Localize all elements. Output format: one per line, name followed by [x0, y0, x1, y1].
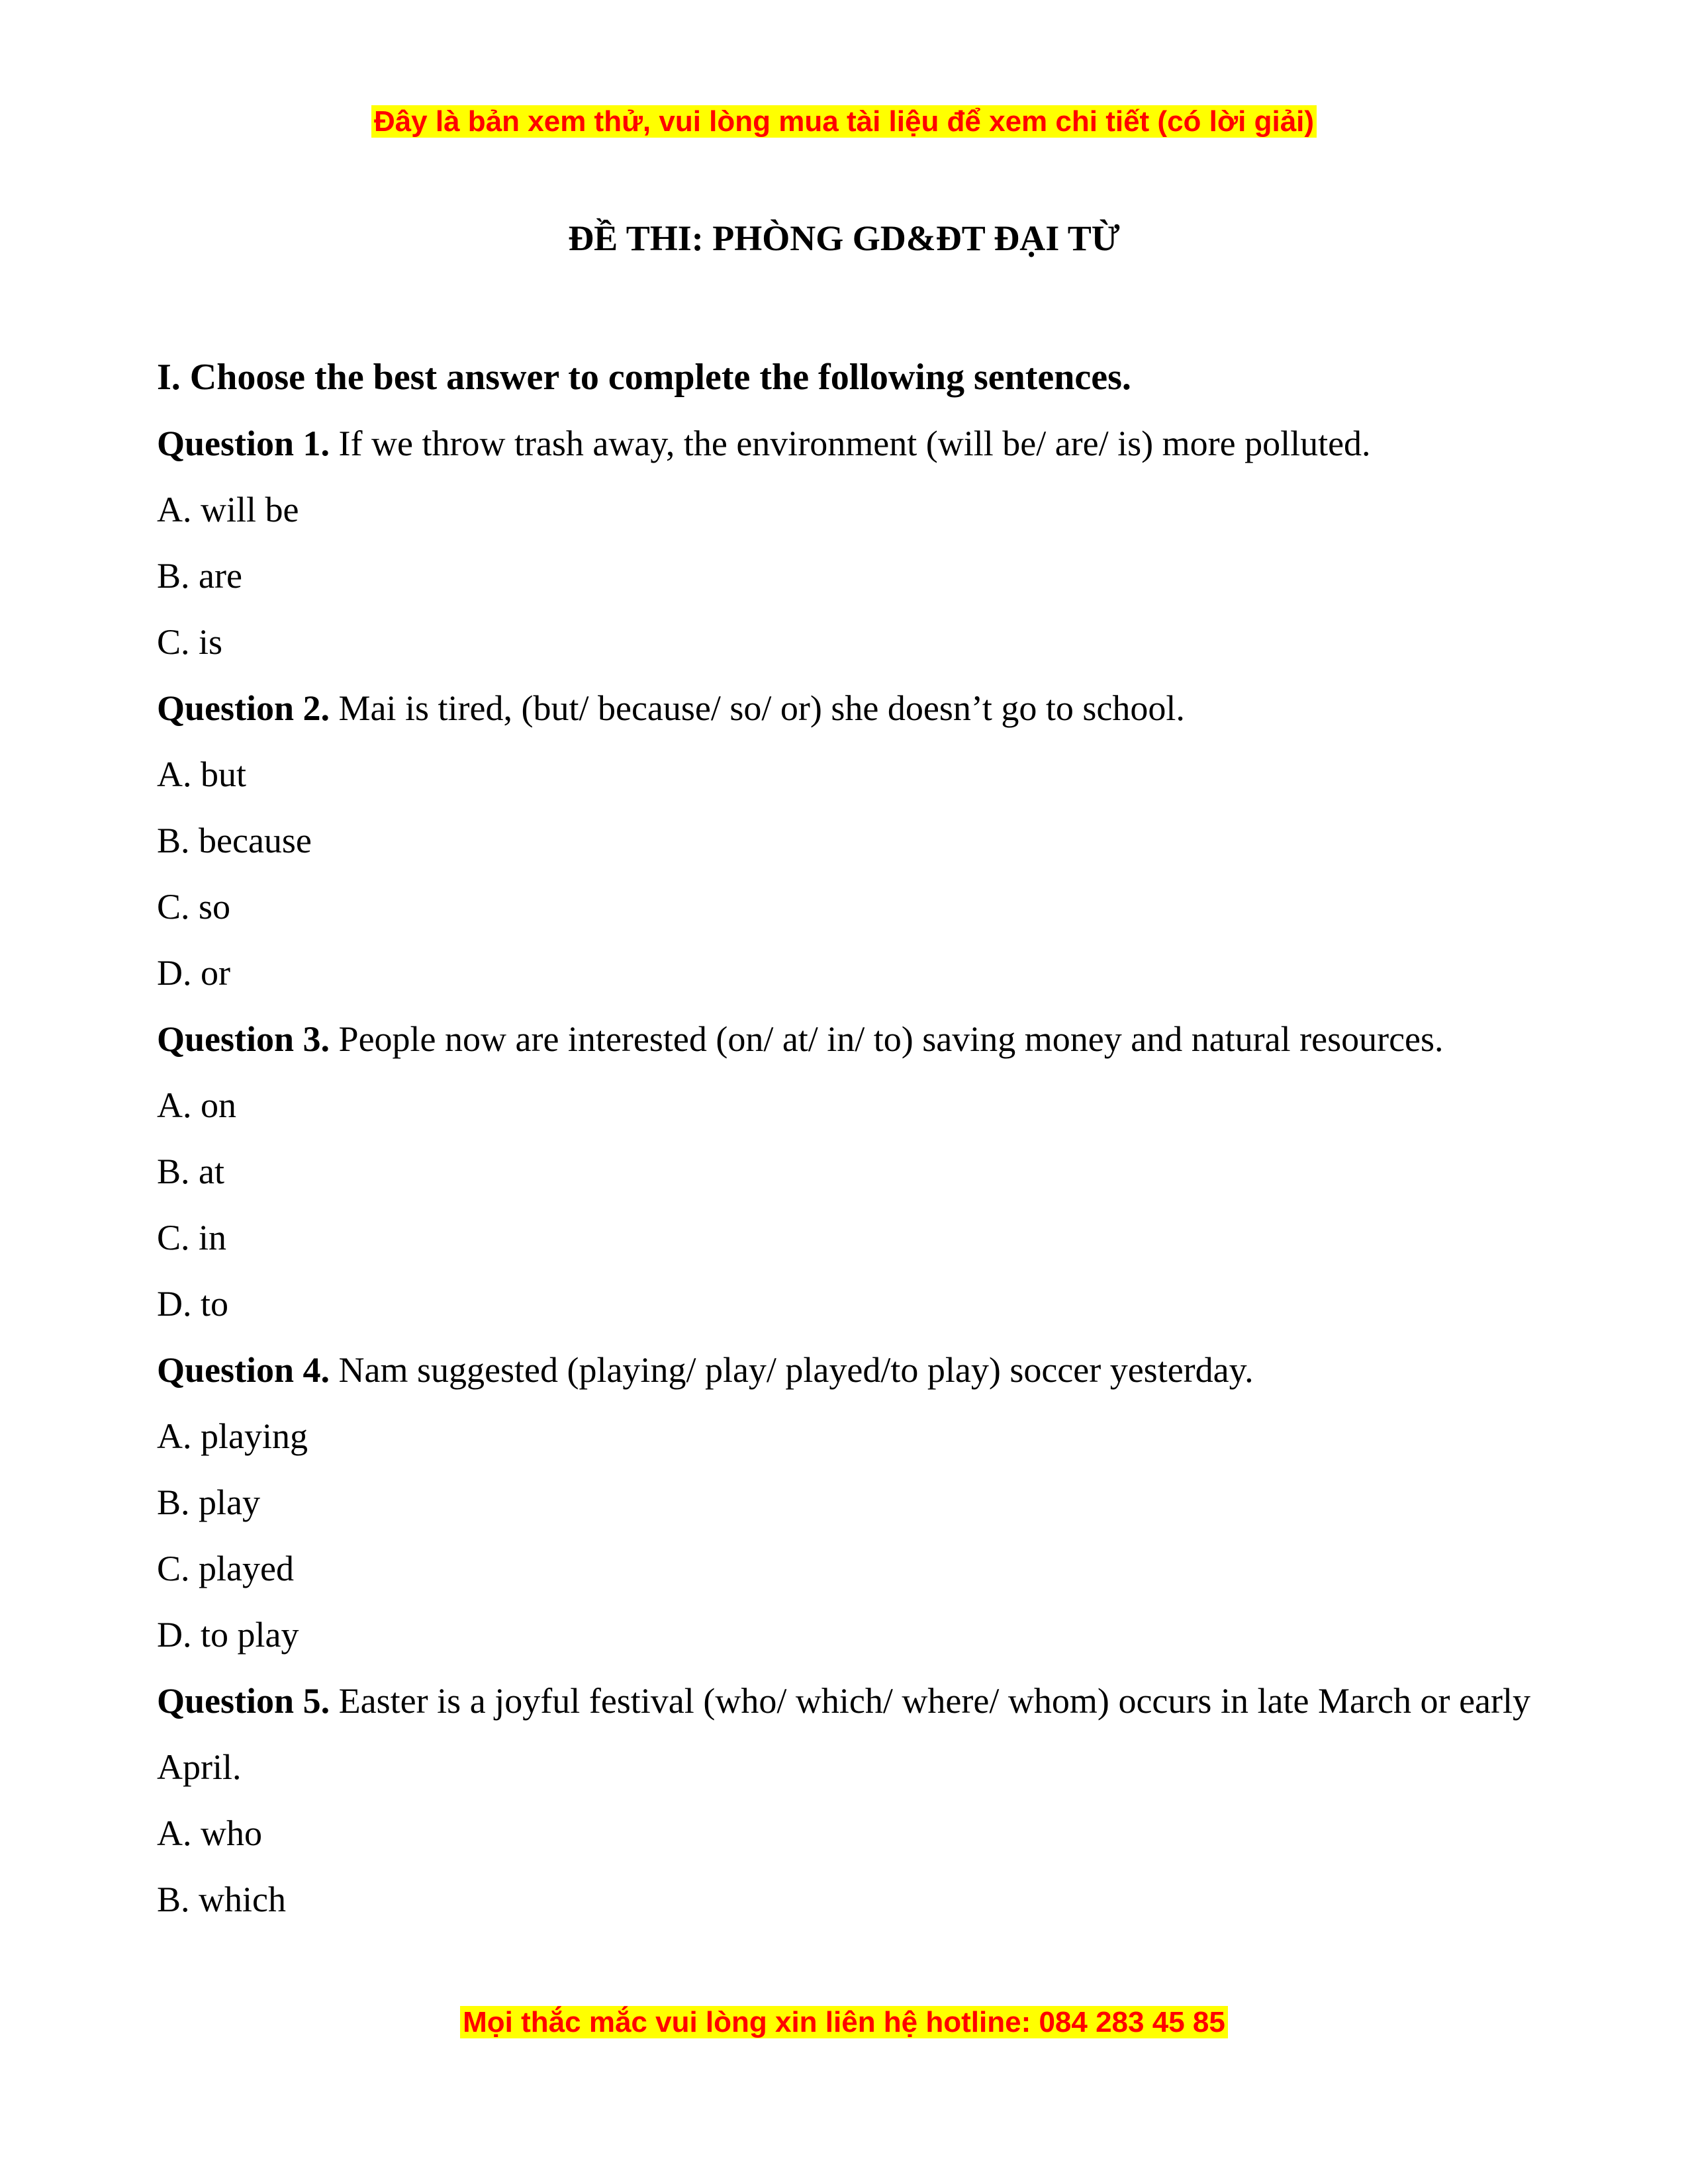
answer-option: B. at	[157, 1152, 224, 1191]
question-text: Mai is tired, (but/ because/ so/ or) she doesn’t go to school.	[330, 688, 1185, 728]
question-text: Easter is a joyful festival (who/ which/ where/ whom) occurs in late March or early April.	[157, 1681, 1530, 1787]
answer-option: D. to play	[157, 1615, 299, 1655]
answer-option: D. to	[157, 1284, 228, 1324]
answer-option: D. or	[157, 953, 230, 993]
question-3	[157, 1006, 1530, 1072]
question-1	[157, 410, 1530, 477]
question-label: Question 5.	[157, 1681, 330, 1721]
answer-option: A. playing	[157, 1416, 308, 1456]
preview-notice-text: Đây là bản xem thử, vui lòng mua tài liệu để xem chi tiết (có lời giải)	[371, 105, 1317, 138]
answer-option: C. is	[157, 622, 223, 662]
question-label: Question 2.	[157, 688, 330, 728]
answer-option: A. but	[157, 754, 246, 794]
answer-option: C. so	[157, 887, 231, 927]
question-label: Question 3.	[157, 1019, 330, 1059]
answer-option: B. are	[157, 556, 242, 596]
answer-option: C. played	[157, 1549, 294, 1588]
answer-option: B. play	[157, 1482, 260, 1522]
question-4	[157, 1337, 1530, 1403]
question-text: Nam suggested (playing/ play/ played/to play) soccer yesterday.	[330, 1350, 1254, 1390]
question-label: Question 4.	[157, 1350, 330, 1390]
answer-option: A. who	[157, 1813, 262, 1853]
answer-option: B. which	[157, 1880, 286, 1919]
exam-content	[157, 344, 1530, 1933]
question-5	[157, 1668, 1530, 1800]
hotline-text: Mọi thắc mắc vui lòng xin liên hệ hotline: 084 283 45 85	[460, 2006, 1228, 2038]
question-2	[157, 675, 1530, 741]
document-title: ĐỀ THI: PHÒNG GD&ĐT ĐẠI TỪ	[568, 218, 1120, 258]
answer-option: A. on	[157, 1085, 236, 1125]
answer-option: B. because	[157, 821, 312, 860]
question-label: Question 1.	[157, 424, 330, 463]
question-text: If we throw trash away, the environment (will be/ are/ is) more polluted.	[330, 424, 1371, 463]
answer-option: A. will be	[157, 490, 299, 529]
section-heading: I. Choose the best answer to complete the following sentences.	[157, 357, 1131, 398]
answer-option: C. in	[157, 1218, 227, 1257]
question-text: People now are interested (on/ at/ in/ to) saving money and natural resources.	[330, 1019, 1444, 1059]
hotline-banner	[0, 2004, 1688, 2041]
preview-notice-banner	[0, 103, 1688, 140]
